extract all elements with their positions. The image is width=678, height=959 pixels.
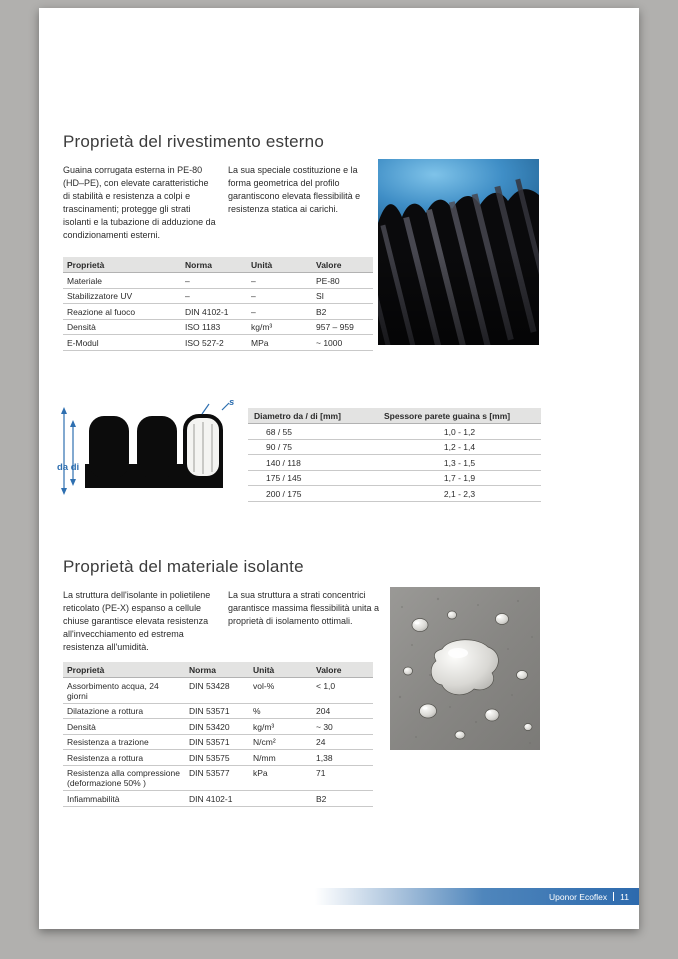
table-cell: 90 / 75 bbox=[248, 439, 378, 455]
table-cell: 957 – 959 bbox=[312, 319, 373, 335]
section1-paragraph-2: La sua speciale costituzione e la forma geometrica del profilo garantiscono elevata flessibilità e resistenza statica ai carichi. bbox=[228, 165, 361, 215]
table-header-cell: Valore bbox=[312, 662, 373, 678]
table-header-cell: Norma bbox=[185, 662, 249, 678]
table-cell: DIN 53571 bbox=[185, 703, 249, 719]
table-header-cell: Diametro da / di [mm] bbox=[248, 408, 378, 424]
table-cell: – bbox=[181, 273, 247, 289]
table-cell: SI bbox=[312, 288, 373, 304]
table-row bbox=[63, 678, 373, 704]
corrugated-pipe-illustration bbox=[378, 159, 539, 345]
table-cell: 200 / 175 bbox=[248, 486, 378, 502]
table-cell: DIN 53577 bbox=[185, 765, 249, 791]
table-cell: 140 / 118 bbox=[248, 455, 378, 471]
table-header-row bbox=[63, 662, 373, 678]
water-droplets-photo bbox=[390, 587, 540, 750]
table-header-cell: Proprietà bbox=[63, 662, 185, 678]
table-row bbox=[63, 734, 373, 750]
table-cell: 2,1 - 2,3 bbox=[378, 486, 541, 502]
table-row bbox=[63, 765, 373, 791]
section-title-external-coating: Proprietà del rivestimento esterno bbox=[63, 132, 324, 151]
table-header-row bbox=[248, 408, 541, 424]
table-row bbox=[63, 335, 373, 351]
table-header-cell: Valore bbox=[312, 257, 373, 273]
table-cell: 1,38 bbox=[312, 750, 373, 766]
section1-paragraph-1: Guaina corrugata esterna in PE-80 (HD–PE), con elevate caratteristiche di stabilità e resistenza a colpi e trascinamenti; protegge gli strati isolanti e la tubazione di adduzione da condizionamenti esterni. bbox=[63, 165, 216, 241]
insulation-properties-table bbox=[63, 662, 373, 807]
table-cell: 204 bbox=[312, 703, 373, 719]
table-cell: vol-% bbox=[249, 678, 312, 704]
table-row bbox=[63, 304, 373, 320]
table-cell: – bbox=[247, 273, 312, 289]
table-cell: N/mm bbox=[249, 750, 312, 766]
table-cell: B2 bbox=[312, 304, 373, 320]
table-header-row bbox=[63, 257, 373, 273]
table-cell: 1,7 - 1,9 bbox=[378, 470, 541, 486]
table-cell: Materiale bbox=[63, 273, 181, 289]
table-row bbox=[63, 273, 373, 289]
table-header-cell: Unità bbox=[249, 662, 312, 678]
table-cell: Resistenza alla compressione (deformazione 50% ) bbox=[63, 765, 185, 791]
section2-paragraph-1: La struttura dell'isolante in polietilene reticolato (PE-X) espanso a cellule chiuse garantisce elevata resistenza all'invecchiamento ed estrema resistenza all'umidità. bbox=[63, 590, 211, 653]
table-row bbox=[63, 791, 373, 807]
external-coating-properties-table bbox=[63, 257, 373, 351]
table-cell: 71 bbox=[312, 765, 373, 791]
table-cell: PE-80 bbox=[312, 273, 373, 289]
table-header-cell: Proprietà bbox=[63, 257, 181, 273]
table-header-cell: Norma bbox=[181, 257, 247, 273]
table-cell: Densità bbox=[63, 719, 185, 735]
table-cell: DIN 4102-1 bbox=[185, 791, 249, 807]
table-cell: Infiammabilità bbox=[63, 791, 185, 807]
table-row bbox=[248, 424, 541, 440]
table-cell: DIN 53420 bbox=[185, 719, 249, 735]
table-cell: kg/m³ bbox=[247, 319, 312, 335]
table-cell: DIN 53575 bbox=[185, 750, 249, 766]
table-row bbox=[248, 455, 541, 471]
corrugated-pipe-photo bbox=[378, 159, 539, 345]
footer-brand-label: Uponor Ecoflex bbox=[549, 891, 608, 902]
table-cell: Stabilizzatore UV bbox=[63, 288, 181, 304]
page bbox=[39, 8, 639, 929]
table-cell: Densità bbox=[63, 319, 181, 335]
section-title-insulation-material: Proprietà del materiale isolante bbox=[63, 557, 304, 576]
section2-paragraph-2: La sua struttura a strati concentrici garantisce massima flessibilità unita a proprietà di isolamento ottimali. bbox=[228, 590, 380, 627]
footer-divider bbox=[613, 892, 614, 901]
table-cell: % bbox=[249, 703, 312, 719]
table-row bbox=[63, 288, 373, 304]
table-cell: 1,3 - 1,5 bbox=[378, 455, 541, 471]
table-cell: – bbox=[181, 288, 247, 304]
table-cell: N/cm² bbox=[249, 734, 312, 750]
footer-bar bbox=[39, 888, 639, 905]
table-row bbox=[63, 703, 373, 719]
table-cell: 24 bbox=[312, 734, 373, 750]
table-cell: Assorbimento acqua, 24 giorni bbox=[63, 678, 185, 704]
table-cell: – bbox=[247, 304, 312, 320]
table-cell: < 1,0 bbox=[312, 678, 373, 704]
table-cell: Dilatazione a rottura bbox=[63, 703, 185, 719]
table-row bbox=[248, 470, 541, 486]
table-cell: 1,2 - 1,4 bbox=[378, 439, 541, 455]
table-cell: Resistenza a trazione bbox=[63, 734, 185, 750]
table-cell: – bbox=[247, 288, 312, 304]
table-row bbox=[248, 439, 541, 455]
table-cell: Resistenza a rottura bbox=[63, 750, 185, 766]
table-cell: 68 / 55 bbox=[248, 424, 378, 440]
table-row bbox=[248, 486, 541, 502]
pipe-cross-section-drawing bbox=[57, 400, 242, 500]
table-cell: 175 / 145 bbox=[248, 470, 378, 486]
diagram-label-da-di: da di bbox=[57, 462, 80, 473]
table-row bbox=[63, 319, 373, 335]
table-cell: DIN 53428 bbox=[185, 678, 249, 704]
table-cell bbox=[249, 791, 312, 807]
table-row bbox=[63, 719, 373, 735]
table-cell: Reazione al fuoco bbox=[63, 304, 181, 320]
table-cell: kg/m³ bbox=[249, 719, 312, 735]
table-header-cell: Spessore parete guaina s [mm] bbox=[378, 408, 541, 424]
table-cell: kPa bbox=[249, 765, 312, 791]
table-cell: 1,0 - 1,2 bbox=[378, 424, 541, 440]
pipe-cross-section-diagram bbox=[57, 397, 242, 505]
table-cell: DIN 4102-1 bbox=[181, 304, 247, 320]
water-droplets-illustration bbox=[390, 587, 540, 750]
table-header-cell: Unità bbox=[247, 257, 312, 273]
table-cell: DIN 53571 bbox=[185, 734, 249, 750]
table-cell: ISO 1183 bbox=[181, 319, 247, 335]
table-cell: MPa bbox=[247, 335, 312, 351]
diameter-thickness-table bbox=[248, 408, 541, 502]
table-cell: ~ 1000 bbox=[312, 335, 373, 351]
table-cell: ~ 30 bbox=[312, 719, 373, 735]
table-row bbox=[63, 750, 373, 766]
table-cell: E-Modul bbox=[63, 335, 181, 351]
footer-page-number: 11 bbox=[620, 891, 629, 902]
table-cell: ISO 527-2 bbox=[181, 335, 247, 351]
diagram-label-s: s bbox=[229, 397, 235, 408]
table-cell: B2 bbox=[312, 791, 373, 807]
